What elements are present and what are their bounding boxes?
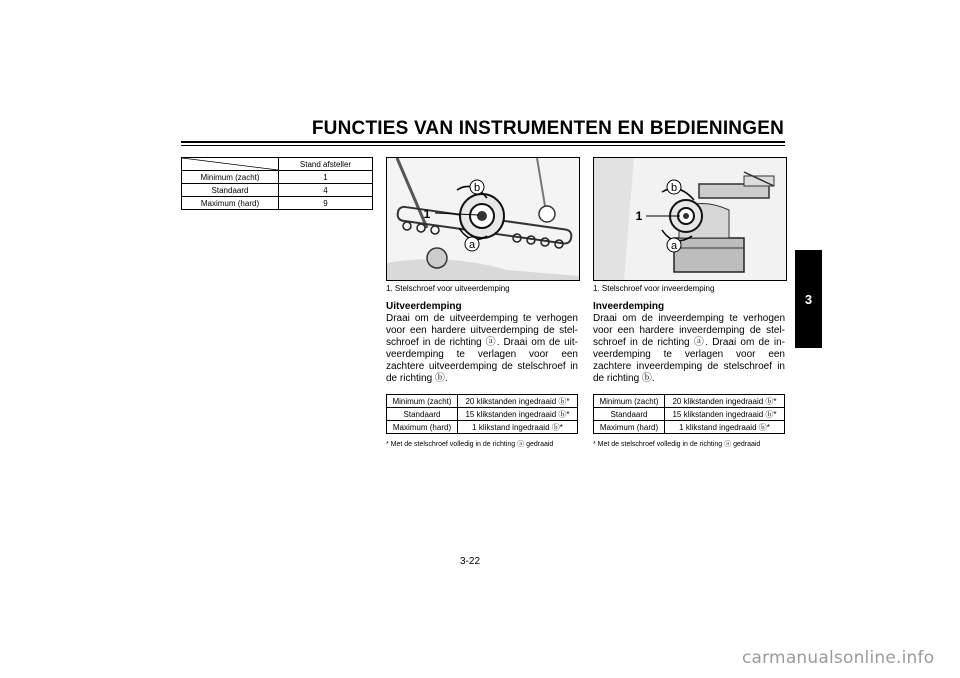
label-b: b	[473, 182, 481, 194]
row-label: Standaard	[182, 184, 279, 197]
table-row	[182, 184, 373, 197]
left-footnote: * Met de stelschroef volledig in de richting ⓐ gedraaid	[386, 441, 554, 448]
rebound-adjuster-photo	[386, 157, 580, 281]
section-title: Inveerdemping	[593, 301, 665, 312]
section-body: Draai om de uitveerdemping te verhogen voor een hardere uitveerdemping de stel-schroef in de richting ⓐ. Draai om de uit-veerdemping te verlagen voor een zachtere uitveerdemping de stelschroef in de richting ⓑ.	[386, 313, 578, 384]
row-label: Maximum (hard)	[387, 421, 458, 434]
row-label: Maximum (hard)	[182, 197, 279, 210]
row-value: 1	[279, 171, 373, 184]
row-value: 15 klikstanden ingedraaid ⓑ*	[458, 408, 578, 421]
right-footnote: * Met de stelschroef volledig in de richting ⓐ gedraaid	[593, 441, 761, 448]
row-label: Minimum (zacht)	[594, 395, 665, 408]
label-1: 1	[423, 207, 431, 221]
table-row	[594, 421, 785, 434]
compression-clicks-table	[593, 394, 785, 434]
stand-adjuster-table	[181, 157, 373, 210]
diagonal-line	[182, 158, 278, 170]
table-row	[594, 408, 785, 421]
row-value: 1 klikstand ingedraaid ⓑ*	[458, 421, 578, 434]
column-header: Stand afsteller	[279, 158, 373, 171]
row-label: Standaard	[387, 408, 458, 421]
section-title: Uitveerdemping	[386, 301, 462, 312]
section-body: Draai om de inveerdemping te verhogen voor een hardere inveerdemping de stel-schroef in de richting ⓐ. Draai om de in-veerdemping te verlagen voor een zachtere inveerdemping de stelschroef in de richting ⓑ.	[593, 313, 785, 384]
page-number: 3-22	[460, 556, 481, 567]
watermark[interactable]: carmanualsonline.info	[742, 648, 935, 668]
row-label: Minimum (zacht)	[182, 171, 279, 184]
table-row	[594, 395, 785, 408]
label-1: 1	[635, 209, 643, 223]
header-rule-thin	[181, 145, 785, 146]
row-label: Maximum (hard)	[594, 421, 665, 434]
compression-damping-section	[593, 301, 785, 385]
rebound-damping-section	[386, 301, 578, 385]
table-header-row	[182, 158, 373, 171]
right-figure-caption: 1. Stelschroef voor inveerdemping	[593, 284, 715, 293]
chapter-tab[interactable]: 3	[795, 250, 822, 348]
table-row	[387, 395, 578, 408]
row-label: Standaard	[594, 408, 665, 421]
header-rule	[181, 141, 785, 143]
row-value: 20 klikstanden ingedraaid ⓑ*	[665, 395, 785, 408]
row-value: 1 klikstand ingedraaid ⓑ*	[665, 421, 785, 434]
table-row	[387, 408, 578, 421]
label-a: a	[468, 239, 476, 251]
rebound-clicks-table	[386, 394, 578, 434]
label-a: a	[670, 240, 678, 252]
row-label: Minimum (zacht)	[387, 395, 458, 408]
row-value: 20 klikstanden ingedraaid ⓑ*	[458, 395, 578, 408]
diagonal-header-cell	[182, 158, 279, 171]
row-value: 9	[279, 197, 373, 210]
table-row	[387, 421, 578, 434]
row-value: 4	[279, 184, 373, 197]
row-value: 15 klikstanden ingedraaid ⓑ*	[665, 408, 785, 421]
left-figure-caption: 1. Stelschroef voor uitveerdemping	[386, 284, 510, 293]
table-row	[182, 171, 373, 184]
table-row	[182, 197, 373, 210]
label-b: b	[670, 182, 678, 194]
page-header-title: FUNCTIES VAN INSTRUMENTEN EN BEDIENINGEN	[311, 118, 784, 139]
compression-adjuster-photo	[593, 157, 787, 281]
